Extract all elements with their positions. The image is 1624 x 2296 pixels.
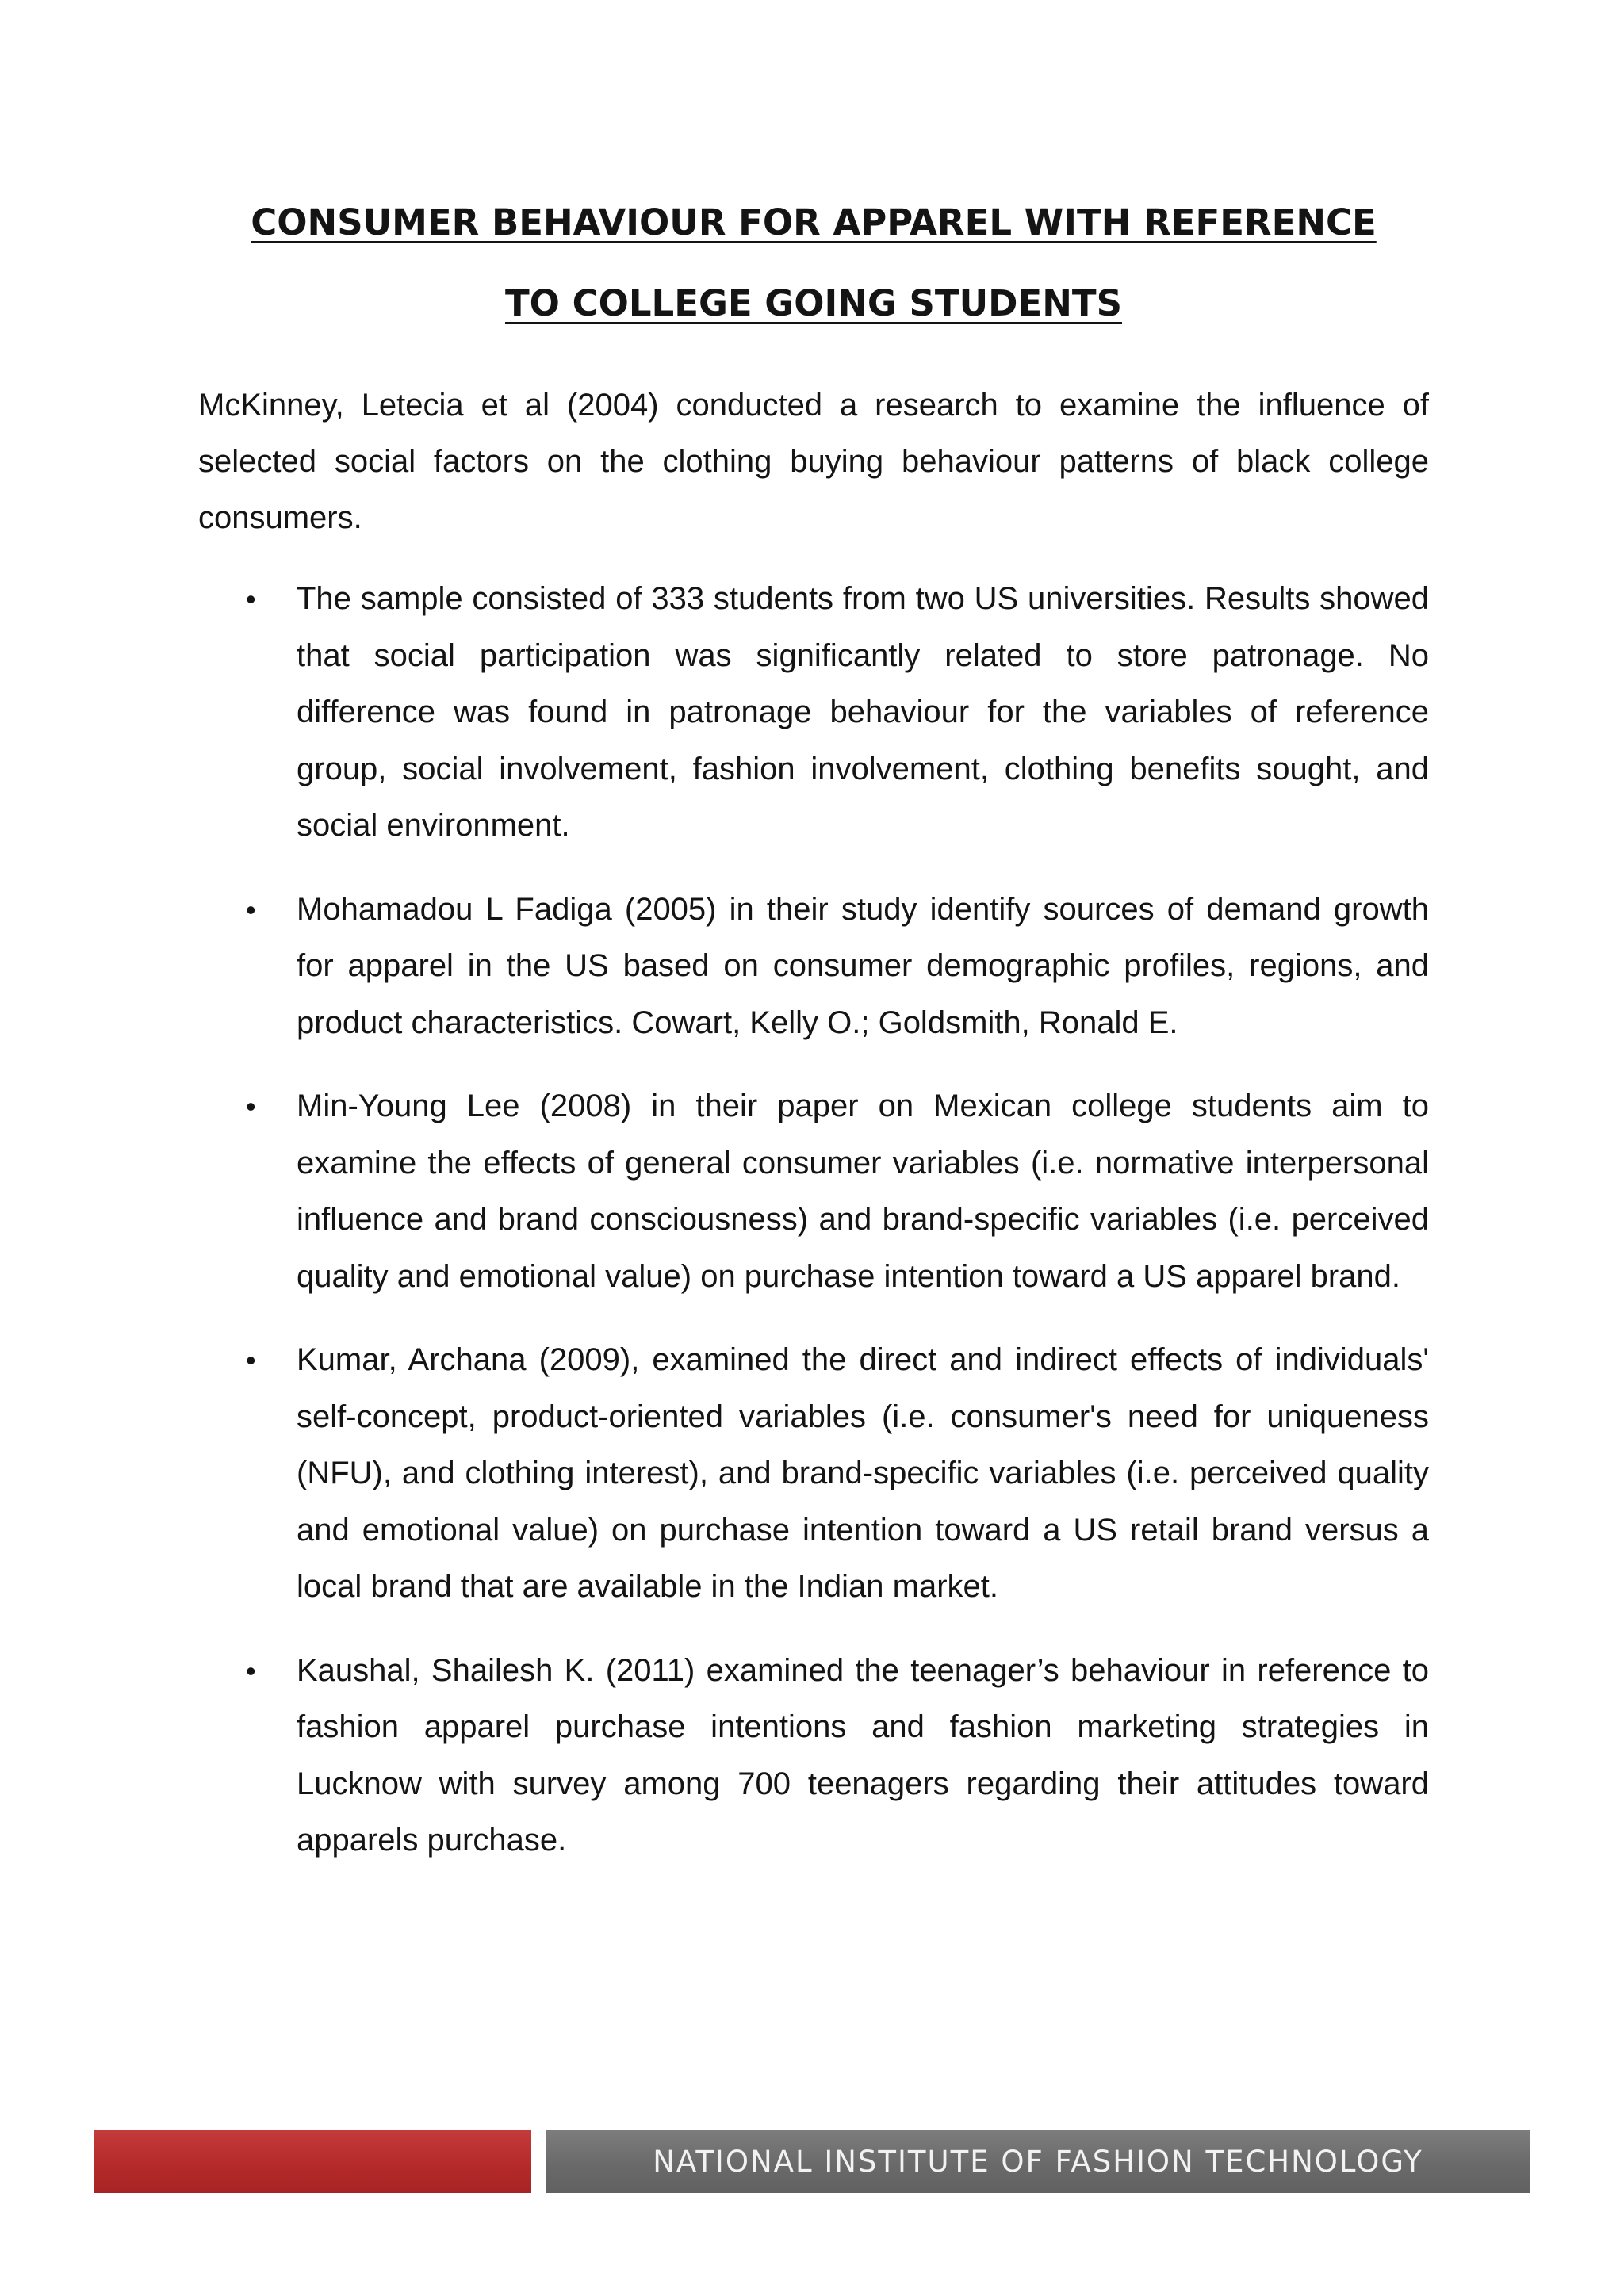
bullet-item [198,882,1429,1052]
bullet-marker: • [246,1090,256,1123]
page-title-text-2: TO COLLEGE GOING STUDENTS [504,282,1123,324]
bullet-marker: • [246,1654,256,1687]
bullet-item [198,1078,1429,1305]
bullet-item [198,571,1429,855]
bullet-item [198,1643,1429,1869]
bullet-text: Min-Young Lee (2008) in their paper on Mexican college students aim to examine the effects of general consumer variables (i.e. normative interpersonal influence and brand consciousness) and brand-specific variables (i.e. perceived quality and emotional value) on purchase intention toward a US apparel brand. [297,1089,1429,1294]
bullet-marker: • [246,583,256,615]
footer-institute-name: NATIONAL INSTITUTE OF FASHION TECHNOLOGY [653,2144,1423,2179]
page-title-line-2 [198,281,1429,327]
bullet-text: Kaushal, Shailesh K. (2011) examined the teenager’s behaviour in reference to fashion apparel purchase intentions and fashion marketing strategies in Lucknow with survey among 700 teenagers regarding their attitudes toward apparels purchase. [297,1652,1429,1858]
page-footer [0,2130,1624,2193]
bullet-marker: • [246,1344,256,1376]
bullet-text: Mohamadou L Fadiga (2005) in their study identify sources of demand growth for apparel in the US based on consumer demographic profiles, regions, and product characteristics. Cowart, Kelly O.; Goldsmith, Ronald E. [297,891,1429,1040]
bullet-item [198,1332,1429,1616]
page-title-line-1 [198,200,1429,246]
bullet-marker: • [246,893,256,926]
footer-red-band [94,2130,531,2193]
footer-grey-band [546,2130,1530,2193]
bullet-list [198,571,1429,1896]
page-title-text-1: CONSUMER BEHAVIOUR FOR APPAREL WITH REFERENCE [251,201,1377,243]
intro-paragraph: McKinney, Letecia et al (2004) conducted a research to examine the influence of selected social factors on the clothing buying behaviour patterns of black college consumers. [198,388,1429,535]
bullet-text: The sample consisted of 333 students from two US universities. Results showed that social participation was significantly related to store patronage. No difference was found in patronage behaviour for the variables of reference group, social involvement, fashion involvement, clothing benefits sought, and social environment. [297,581,1429,843]
bullet-text: Kumar, Archana (2009), examined the direct and indirect effects of individuals' self-concept, product-oriented variables (i.e. consumer's need for uniqueness (NFU), and clothing interest), and brand-specific variables (i.e. perceived quality and emotional value) on purchase intention toward a US retail brand versus a local brand that are available in the Indian market. [297,1342,1429,1604]
